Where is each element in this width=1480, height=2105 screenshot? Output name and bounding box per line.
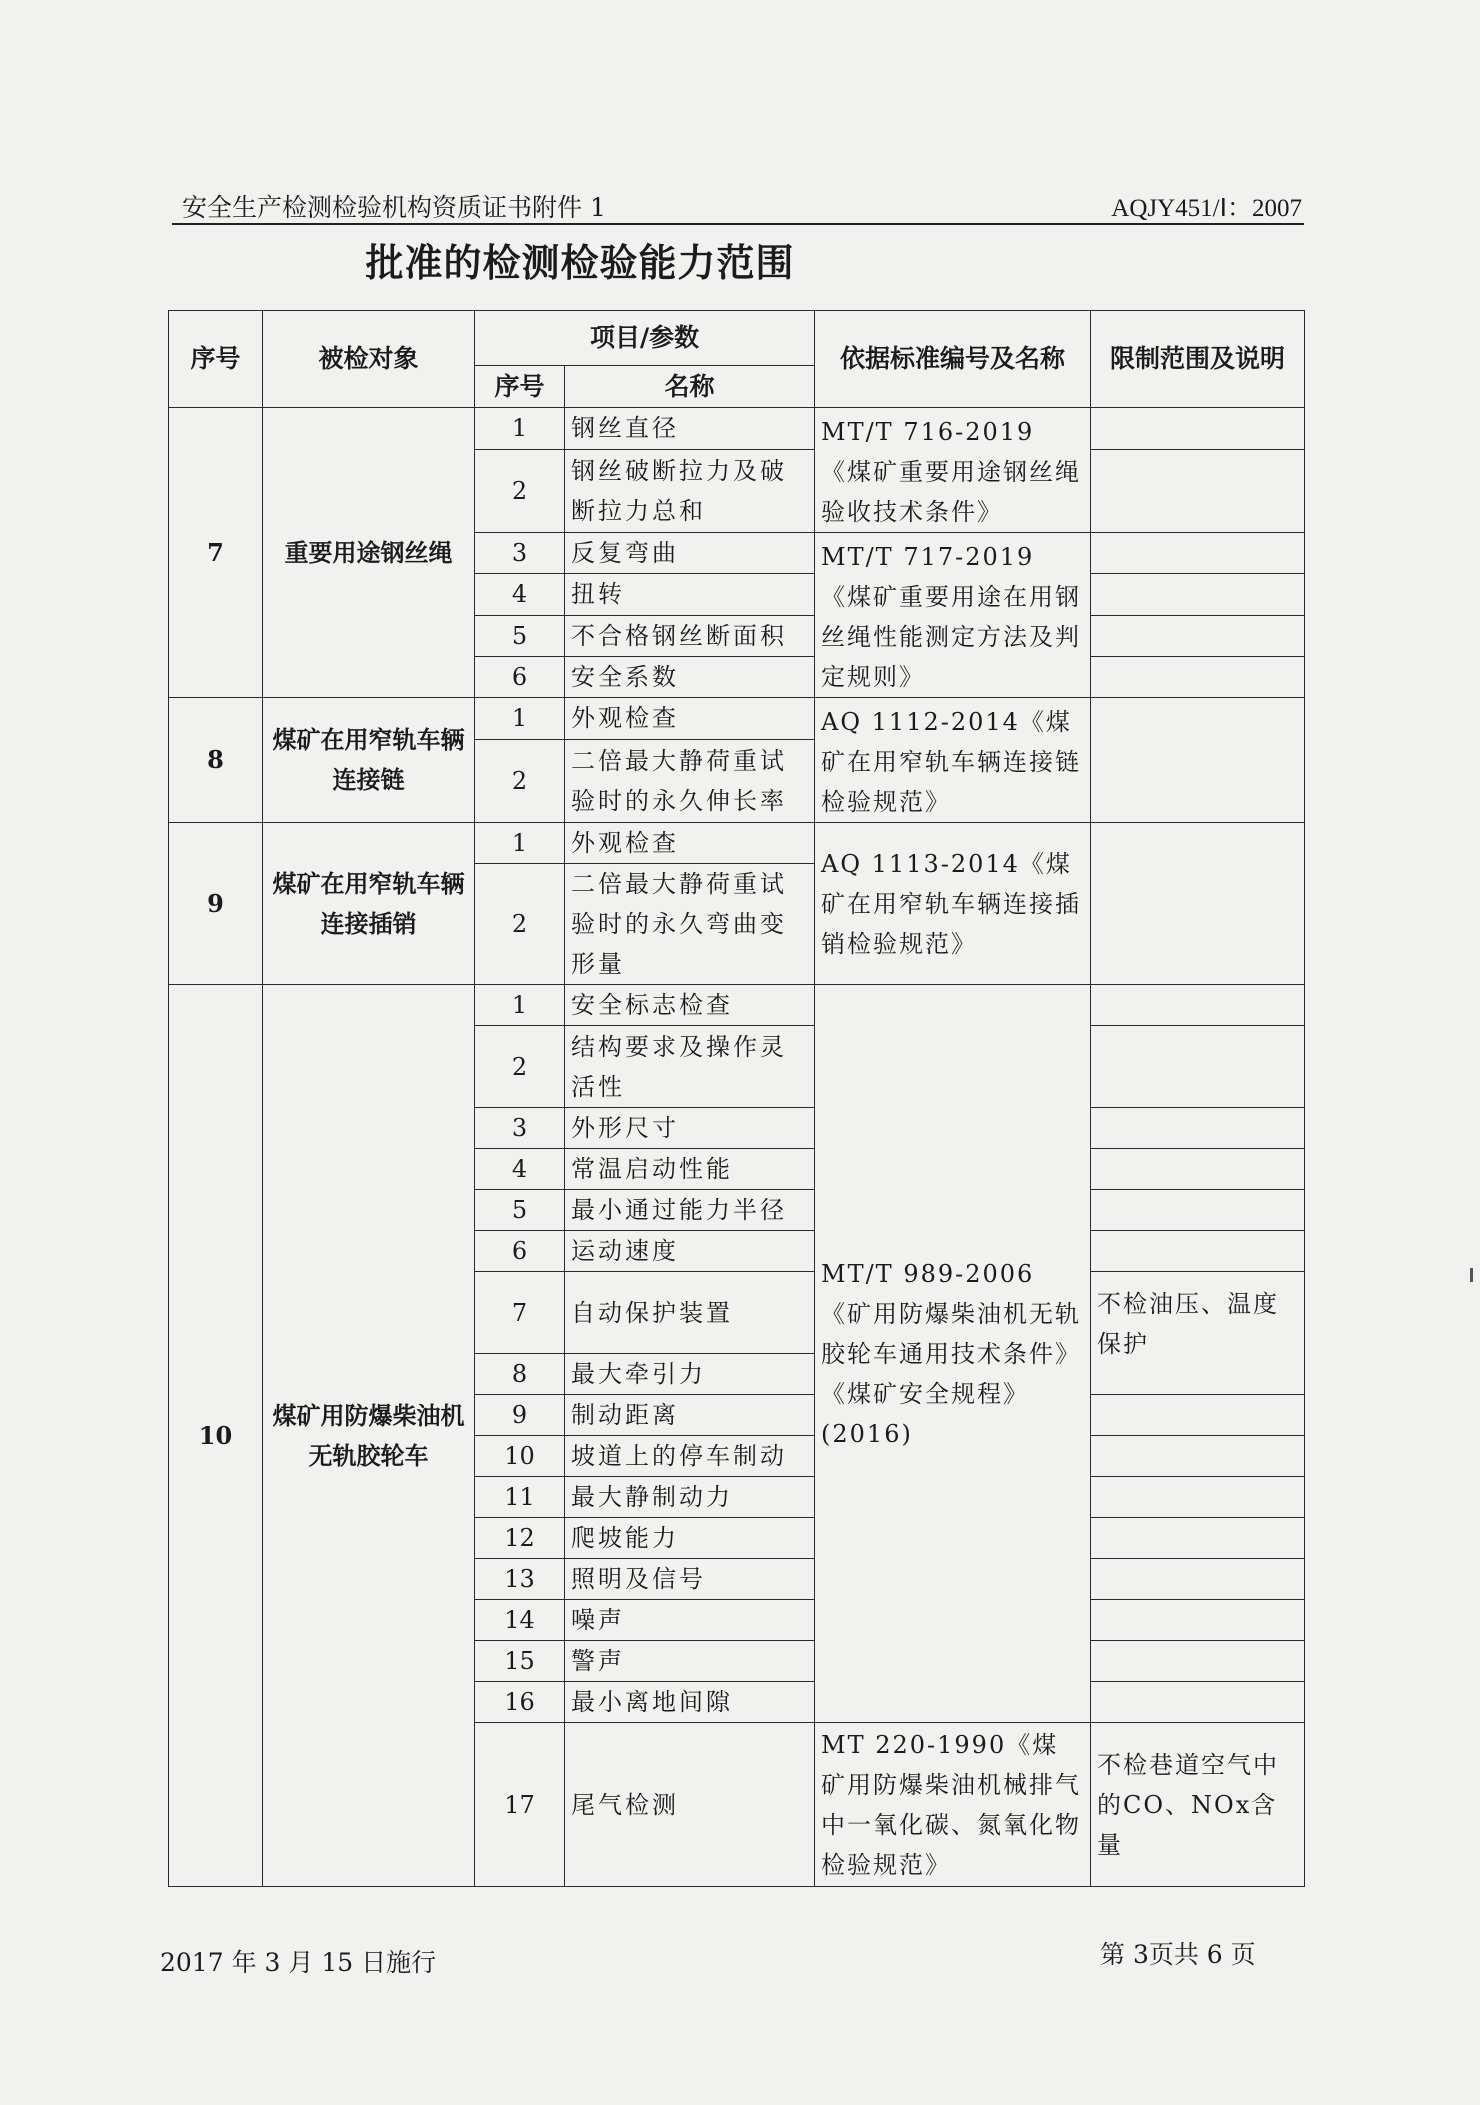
limit-cell [1091, 1641, 1305, 1682]
item-seq: 3 [475, 533, 565, 574]
item-name: 最大静制动力 [565, 1477, 815, 1518]
item-name: 外观检查 [565, 823, 815, 864]
item-name: 反复弯曲 [565, 533, 815, 574]
standard-text: MT/T 717-2019《煤矿重要用途在用钢丝绳性能测定方法及判定规则》 [815, 533, 1091, 698]
item-seq: 4 [475, 574, 565, 615]
item-seq: 1 [475, 985, 565, 1026]
standard-text: MT/T 989-2006《矿用防爆柴油机无轨胶轮车通用技术条件》《煤矿安全规程》(2016) [815, 985, 1091, 1723]
group-seq: 10 [169, 985, 263, 1887]
item-seq: 10 [475, 1436, 565, 1477]
item-name: 安全标志检查 [565, 985, 815, 1026]
item-seq: 2 [475, 449, 565, 532]
header-divider [172, 223, 1304, 225]
table-row [169, 408, 1305, 450]
item-seq: 14 [475, 1600, 565, 1641]
item-seq: 6 [475, 656, 565, 697]
item-name: 外观检查 [565, 698, 815, 740]
limit-cell [1091, 1518, 1305, 1559]
standard-text: AQ 1113-2014《煤矿在用窄轨车辆连接插销检验规范》 [815, 823, 1091, 985]
effective-date: 2017 年 3 月 15 日施行 [160, 1948, 437, 1977]
item-seq: 1 [475, 698, 565, 740]
limit-cell [1091, 1477, 1305, 1518]
header-item-name: 名称 [565, 366, 815, 408]
group-object: 重要用途钢丝绳 [263, 408, 475, 698]
item-seq: 13 [475, 1559, 565, 1600]
item-name: 最小离地间隙 [565, 1682, 815, 1723]
limit-cell [1091, 408, 1305, 450]
limit-note: 不检油压、温度保护 [1091, 1272, 1305, 1395]
item-name: 不合格钢丝断面积 [565, 615, 815, 656]
limit-cell [1091, 574, 1305, 615]
item-seq: 1 [475, 408, 565, 450]
header-limit: 限制范围及说明 [1091, 311, 1305, 408]
item-name: 制动距离 [565, 1395, 815, 1436]
limit-cell [1091, 698, 1305, 823]
item-seq: 16 [475, 1682, 565, 1723]
limit-cell [1091, 449, 1305, 532]
item-name: 二倍最大静荷重试验时的永久伸长率 [565, 739, 815, 822]
group-object: 煤矿用防爆柴油机无轨胶轮车 [263, 985, 475, 1887]
group-seq: 9 [169, 823, 263, 985]
item-seq: 12 [475, 1518, 565, 1559]
item-name: 二倍最大静荷重试验时的永久弯曲变形量 [565, 864, 815, 985]
item-seq: 15 [475, 1641, 565, 1682]
item-name: 自动保护装置 [565, 1272, 815, 1354]
item-seq: 2 [475, 1026, 565, 1108]
standard-text: MT/T 716-2019《煤矿重要用途钢丝绳验收技术条件》 [815, 408, 1091, 533]
item-name: 钢丝直径 [565, 408, 815, 450]
item-seq: 5 [475, 615, 565, 656]
limit-cell [1091, 1108, 1305, 1149]
limit-cell [1091, 1231, 1305, 1272]
item-seq: 9 [475, 1395, 565, 1436]
item-name: 运动速度 [565, 1231, 815, 1272]
header-seq: 序号 [169, 311, 263, 408]
header-item-seq: 序号 [475, 366, 565, 408]
limit-cell [1091, 1559, 1305, 1600]
limit-cell [1091, 1436, 1305, 1477]
limit-cell [1091, 1149, 1305, 1190]
limit-note: 不检巷道空气中的CO、NOx含量 [1091, 1723, 1305, 1887]
item-name: 扭转 [565, 574, 815, 615]
header-standard: 依据标准编号及名称 [815, 311, 1091, 408]
item-seq: 1 [475, 823, 565, 864]
item-name: 钢丝破断拉力及破断拉力总和 [565, 449, 815, 532]
item-name: 坡道上的停车制动 [565, 1436, 815, 1477]
standard-text: AQ 1112-2014《煤矿在用窄轨车辆连接链检验规范》 [815, 698, 1091, 823]
table-row [169, 698, 1305, 740]
group-seq: 8 [169, 698, 263, 823]
limit-cell [1091, 1682, 1305, 1723]
item-seq: 7 [475, 1272, 565, 1354]
item-name: 安全系数 [565, 656, 815, 697]
item-name: 最大牵引力 [565, 1354, 815, 1395]
limit-cell [1091, 823, 1305, 985]
table-row [169, 985, 1305, 1026]
item-seq: 2 [475, 864, 565, 985]
item-name: 最小通过能力半径 [565, 1190, 815, 1231]
item-name: 尾气检测 [565, 1723, 815, 1887]
scan-mark [1470, 1268, 1473, 1282]
limit-cell [1091, 1395, 1305, 1436]
item-seq: 4 [475, 1149, 565, 1190]
table-row [169, 823, 1305, 864]
item-seq: 11 [475, 1477, 565, 1518]
item-seq: 6 [475, 1231, 565, 1272]
item-seq: 8 [475, 1354, 565, 1395]
limit-cell [1091, 615, 1305, 656]
item-seq: 3 [475, 1108, 565, 1149]
limit-cell [1091, 1026, 1305, 1108]
group-object: 煤矿在用窄轨车辆连接插销 [263, 823, 475, 985]
item-name: 爬坡能力 [565, 1518, 815, 1559]
capability-table [168, 310, 1305, 1887]
page-number: 第 3页共 6 页 [1100, 1940, 1256, 1969]
item-name: 噪声 [565, 1600, 815, 1641]
limit-cell [1091, 1600, 1305, 1641]
header-object: 被检对象 [263, 311, 475, 408]
item-name: 警声 [565, 1641, 815, 1682]
item-name: 外形尺寸 [565, 1108, 815, 1149]
group-seq: 7 [169, 408, 263, 698]
header-left-text: 安全生产检测检验机构资质证书附件 1 [182, 193, 606, 222]
item-seq: 5 [475, 1190, 565, 1231]
item-seq: 2 [475, 739, 565, 822]
item-name: 常温启动性能 [565, 1149, 815, 1190]
item-seq: 17 [475, 1723, 565, 1887]
limit-cell [1091, 656, 1305, 697]
limit-cell [1091, 533, 1305, 574]
item-name: 照明及信号 [565, 1559, 815, 1600]
item-name: 结构要求及操作灵活性 [565, 1026, 815, 1108]
group-object: 煤矿在用窄轨车辆连接链 [263, 698, 475, 823]
header-right-code: AQJY451/Ⅰ：2007 [1111, 195, 1302, 222]
standard-text: MT 220-1990《煤矿用防爆柴油机械排气中一氧化碳、氮氧化物检验规范》 [815, 1723, 1091, 1887]
limit-cell [1091, 985, 1305, 1026]
header-items: 项目/参数 [475, 311, 815, 366]
limit-cell [1091, 1190, 1305, 1231]
page-title: 批准的检测检验能力范围 [365, 240, 795, 285]
